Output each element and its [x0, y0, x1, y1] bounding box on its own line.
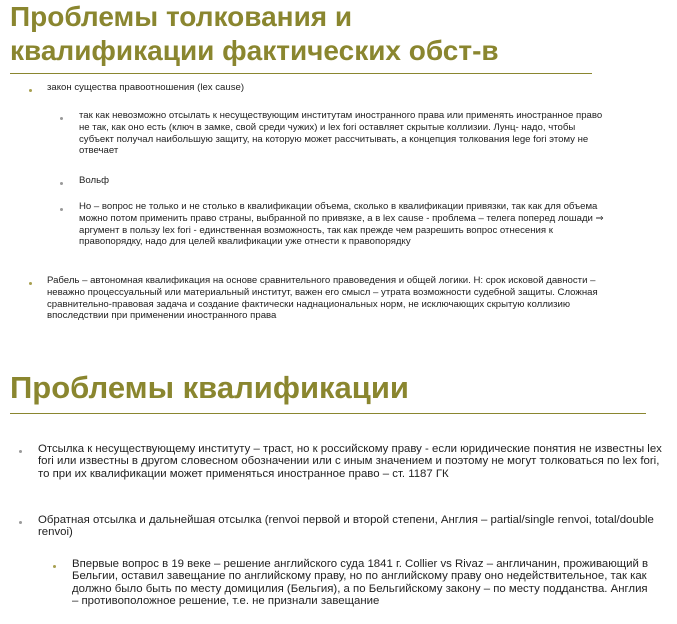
- slide-1-title-rule: [10, 73, 592, 74]
- slide-1-item-2: Рабель – автономная квалификация на основе сравнительного правоведения и общей логики. Н: срок исковой давности – неважно процессуальный или материальный институт, важен его смысл – утрата возможности судебной защиты. Сложная сравнительно-правовая задача и создание фактически наднациональных норм, не исключающих скрытую коллизию впоследствии при применении иностранного права: [47, 275, 598, 322]
- slide-1-title-line-2: квалификации фактических обст-в: [10, 35, 499, 66]
- bullet-icon: [60, 117, 63, 120]
- bullet-icon: [60, 182, 63, 185]
- bullet-icon: [29, 282, 32, 285]
- slide-2-title-rule: [10, 413, 646, 414]
- bullet-icon: [53, 565, 56, 568]
- slide-2-subitem-1: Впервые вопрос в 19 веке – решение английского суда 1841 г. Collier vs Rivaz – англичанин, проживающий в Бельгии, оставил завещание по английскому праву, но по английскому праву оно недействительное, так как должно было быть по месту домицилия (Бельгия), а по Бельгийскому закону – по месту подданства. Англия – противоположное решение, т.е. не признали завещание: [72, 558, 649, 608]
- slide-1-item-1: закон существа правоотношения (lex cause): [47, 82, 245, 93]
- slide-1-subitem-3: Но – вопрос не только и не столько в квалификации объема, сколько в квалификации привязки, так как для объема можно потом применить право страны, выбранной по привязке, а в lex cause - проблема – телега поперед лошади ⇒ аргумент в пользу lex fori - единственная возможность, так как прежде чем разрешить вопрос отнесения к правопорядку, надо для целей квалификации уже отнести к правопорядку: [79, 201, 604, 248]
- bullet-icon: [29, 89, 32, 92]
- bullet-icon: [19, 521, 22, 524]
- slide-1-subitem-1: так как невозможно отсылать к несуществующим институтам иностранного права или применять иностранное право не так, как оно есть (ключ в замке, свой среди чужих) и lex fori оставляет скрытые коллизии. Лунц- надо, чтобы субъект получал наибольшую защиту, на которую может рассчитывать, а концепция толкования lege fori этому не отвечает: [79, 110, 603, 157]
- slide-2-item-1: Отсылка к несуществующему институту – траст, но к российскому праву - если юридические понятия не известны lex fori или известны в другом словесном обозначении или с иным значением и поэтому не могут толковаться по lex fori, то при их квалификации может применяться иностранное право – ст. 1187 ГК: [38, 443, 662, 480]
- bullet-icon: [19, 450, 22, 453]
- slide-2: [0, 362, 677, 624]
- slide-2-title: Проблемы квалификации: [10, 370, 409, 405]
- slide-2-item-2: Обратная отсылка и дальнейшая отсылка (renvoi первой и второй степени, Англия – partial/single renvoi, total/double renvoi): [38, 514, 654, 539]
- slide-1-title-line-1: Проблемы толкования и: [10, 1, 353, 32]
- slide-1-title: [10, 0, 499, 68]
- slide-1-subitem-2: Вольф: [79, 175, 110, 186]
- bullet-icon: [60, 208, 63, 211]
